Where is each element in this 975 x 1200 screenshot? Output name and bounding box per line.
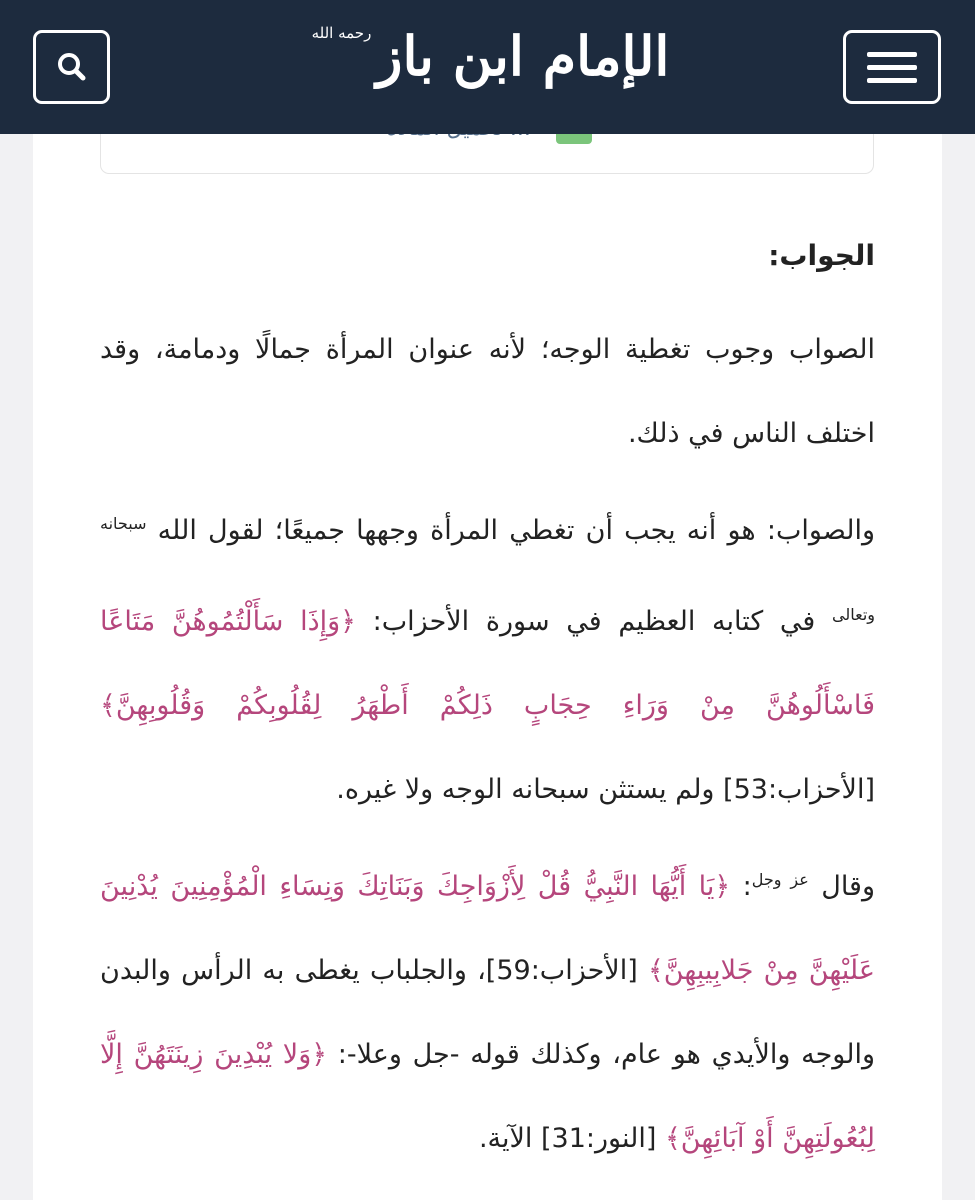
menu-button[interactable] <box>843 30 941 104</box>
quran-verse: ﴿يَا أَيُّهَا النَّبِيُّ قُلْ لِأَزْوَاجِكَ وَبَنَاتِكَ وَنِسَاءِ الْمُؤْمِنِينَ يُدْنِينَ عَلَيْهِنَّ مِنْ جَلابِيبِهِنَّ﴾ <box>100 871 875 986</box>
quran-verse: ﴿وَإِذَا سَأَلْتُمُوهُنَّ مَتَاعًا فَاسْأَلُوهُنَّ مِنْ وَرَاءِ حِجَابٍ ذَلِكُمْ أَطْهَرُ لِقُلُوبِكُمْ وَقُلُوبِهِنَّ﴾ <box>100 606 875 721</box>
honorific-symbol: سبحانه وتعالى <box>100 514 875 624</box>
paragraph-text: والصواب: هو أنه يجب أن تغطي المرأة وجهها جميعًا؛ لقول الله <box>157 515 875 546</box>
paragraph-text: وقال <box>821 871 875 902</box>
answer-paragraph-1: الصواب وجوب تغطية الوجه؛ لأنه عنوان المرأة جمالًا ودمامة، وقد اختلف الناس في ذلك. <box>100 334 875 449</box>
answer-paragraph-3: وقال $^{عز وجل}$: ﴿يَا أَيُّهَا النَّبِيُّ قُلْ لِأَزْوَاجِكَ وَبَنَاتِكَ وَنِسَاءِ الْمُؤْمِنِينَ يُدْنِينَ عَلَيْهِنَّ مِنْ جَلابِيبِهِنَّ﴾ [الأحزاب:59]، والجلباب يغطى به الرأس والبدن والوجه والأيدي هو عام، وكذلك قوله -جل وعلا-: ﴿وَلا يُبْدِينَ زِينَتَهُنَّ إِلَّا لِبُعُولَتِهِنَّ أَوْ آبَائِهِنَّ﴾ [النور:31] الآية. <box>100 870 875 1154</box>
answer-paragraph-2 <box>100 482 875 832</box>
download-box <box>100 134 874 174</box>
answer-content <box>100 224 875 1187</box>
verse-reference: [النور:31] الآية. <box>478 1123 657 1154</box>
logo-text: الإمام ابن باز <box>376 24 670 88</box>
verse-reference: [الأحزاب:59]، والجلباب يغطى به الرأس والبدن والوجه والأيدي هو عام، وكذلك قوله -جل وعلا-: <box>100 955 875 1070</box>
honorific-symbol: عز وجل <box>751 870 809 889</box>
verse-reference: [الأحزاب:53] ولم يستثن سبحانه الوجه ولا غيره. <box>336 774 875 805</box>
logo-honorific: رحمه الله <box>311 24 372 42</box>
site-logo[interactable] <box>0 18 975 94</box>
quran-verse: ﴿وَلا يُبْدِينَ زِينَتَهُنَّ إِلَّا لِبُعُولَتِهِنَّ أَوْ آبَائِهِنَّ﴾ <box>100 1039 875 1154</box>
article-card <box>33 134 942 1200</box>
paragraph-text: في كتابه العظيم في سورة الأحزاب: <box>372 606 816 637</box>
hamburger-menu-icon <box>846 33 938 101</box>
site-header <box>0 0 975 134</box>
answer-heading: الجواب: <box>768 239 875 272</box>
